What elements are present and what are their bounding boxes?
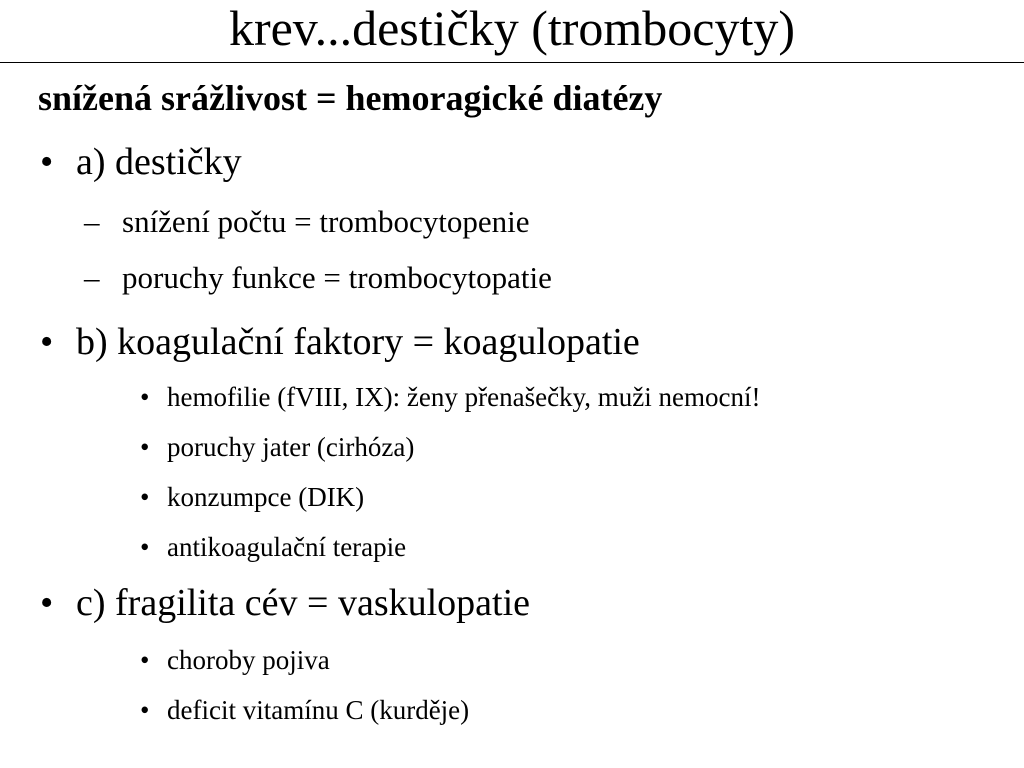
bullet-marker: • xyxy=(140,432,150,462)
dash-item xyxy=(84,203,529,241)
bullet-marker: • xyxy=(140,532,150,562)
bullet-marker: • xyxy=(40,321,54,363)
sub-bullet-item xyxy=(140,430,414,464)
bullet-section-b xyxy=(40,320,640,364)
item-text: poruchy jater (cirhóza) xyxy=(167,432,415,462)
bullet-marker: • xyxy=(140,482,150,512)
section-b-label: b) koagulační faktory = koagulopatie xyxy=(76,321,640,363)
dash-marker: – xyxy=(84,260,100,295)
bullet-marker: • xyxy=(140,645,150,675)
sub-bullet-item xyxy=(140,530,406,564)
dash-item xyxy=(84,259,552,297)
sub-bullet-item xyxy=(140,693,469,727)
bullet-marker: • xyxy=(140,695,150,725)
section-c-label: c) fragilita cév = vaskulopatie xyxy=(76,582,531,624)
bullet-marker: • xyxy=(140,382,150,412)
slide-subtitle: snížená srážlivost = hemoragické diatézy xyxy=(38,78,663,118)
item-text: antikoagulační terapie xyxy=(167,532,407,562)
slide-title: krev...destičky (trombocyty) xyxy=(228,0,796,56)
bullet-section-c xyxy=(40,581,530,625)
section-a-label: a) destičky xyxy=(76,141,242,183)
sub-bullet-item xyxy=(140,643,330,677)
item-text: poruchy funkce = trombocytopatie xyxy=(122,260,552,295)
bullet-marker: • xyxy=(40,582,54,624)
bullet-marker: • xyxy=(40,141,54,183)
title-divider xyxy=(0,62,1024,63)
item-text: hemofilie (fVIII, IX): ženy přenašečky, muži nemocní! xyxy=(167,382,761,412)
sub-bullet-item xyxy=(140,480,364,514)
dash-marker: – xyxy=(84,204,100,239)
sub-bullet-item xyxy=(140,380,761,414)
item-text: choroby pojiva xyxy=(167,645,330,675)
item-text: konzumpce (DIK) xyxy=(167,482,365,512)
item-text: deficit vitamínu C (kurděje) xyxy=(167,695,470,725)
bullet-section-a xyxy=(40,140,242,184)
item-text: snížení počtu = trombocytopenie xyxy=(122,204,530,239)
